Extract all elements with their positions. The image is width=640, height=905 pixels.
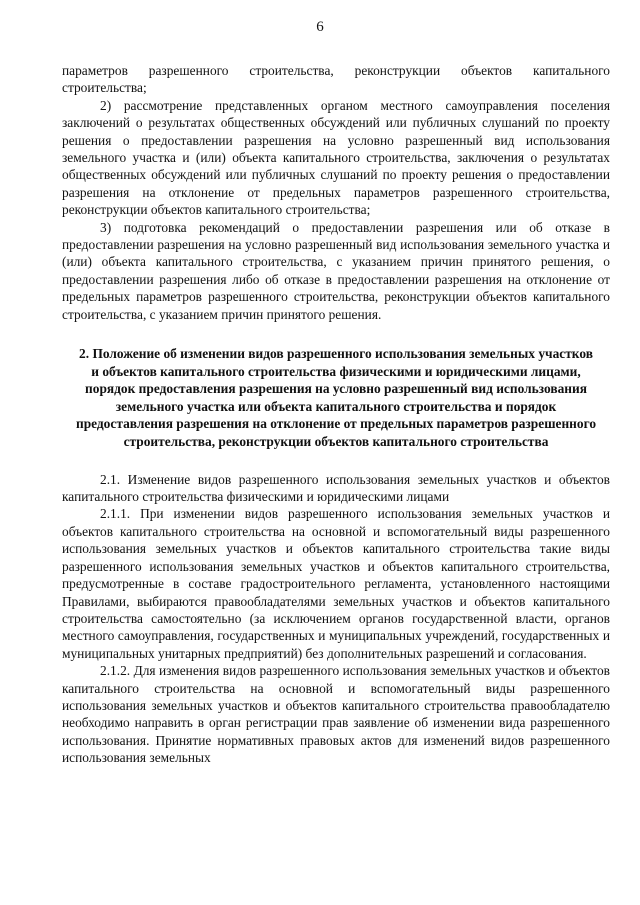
document-body (62, 62, 610, 767)
paragraph-continuation: параметров разрешенного строительства, реконструкции объектов капитального строительства; (62, 63, 610, 96)
paragraph-2-1-2: 2.1.2. Для изменения видов разрешенного использования земельных участков и объектов капитального строительства на основной и вспомогательный виды разрешенного использования земельных участков и объектов капитального строительства правообладателю необходимо направить в орган регистрации прав заявление об изменении вида разрешенного использования. Принятие нормативных правовых актов для изменений видов разрешенного использования земельных (62, 663, 610, 766)
paragraph-2-1-1: 2.1.1. При изменении видов разрешенного использования земельных участков и объектов капитального строительства на основной и вспомогательный виды разрешенного использования земельных участков и объектов капитального строительства такие виды разрешенного использования земельных участков и объектов капитального строительства, предусмотренные в составе градостроительного регламента, установленного настоящими Правилами, выбираются правообладателями земельных участков и объектов капитального строительства самостоятельно (за исключением органов государственной власти, органов местного самоуправления, государственных и муниципальных учреждений, государственных и муниципальных унитарных предприятий) без дополнительных разрешений и согласования. (62, 506, 610, 661)
section-heading: 2. Положение об изменении видов разрешенного использования земельных участков и объектов капитального строительства физическими и юридическими лицами, порядок предоставления разрешения на условно разрешенный вид использования земельного участка или объекта капитального строительства и порядок предоставления разрешения на отклонение от предельных параметров разрешенного строительства, реконструкции объектов капитального строительства (75, 346, 597, 450)
paragraph-item-2: 2) рассмотрение представленных органом местного самоуправления поселения заключений о результатах общественных обсуждений или публичных слушаний по проекту решения о предоставлении разрешения на условно разрешенный вид использования земельного участка и (или) объекта капитального строительства, заключения о результатах общественных обсуждений или публичных слушаний по проекту решения о предоставлении разрешения на отклонение от предельных параметров разрешенного строительства, реконструкции объектов капитального строительства; (62, 97, 610, 218)
page-number: 6 (316, 19, 324, 35)
paragraph-item-3: 3) подготовка рекомендаций о предоставлении разрешения или об отказе в предоставлении разрешения на условно разрешенный вид использования земельного участка и (или) объекта капитального строительства, с указанием причин принятого решения, о предоставлении разрешения либо об отказе в предоставлении разрешения на отклонение от предельных параметров разрешенного строительства, реконструкции объектов капитального строительства, с указанием причин принятого решения. (62, 219, 610, 322)
paragraph-2-1: 2.1. Изменение видов разрешенного использования земельных участков и объектов капитального строительства физическими и юридическими лицами (62, 471, 610, 505)
